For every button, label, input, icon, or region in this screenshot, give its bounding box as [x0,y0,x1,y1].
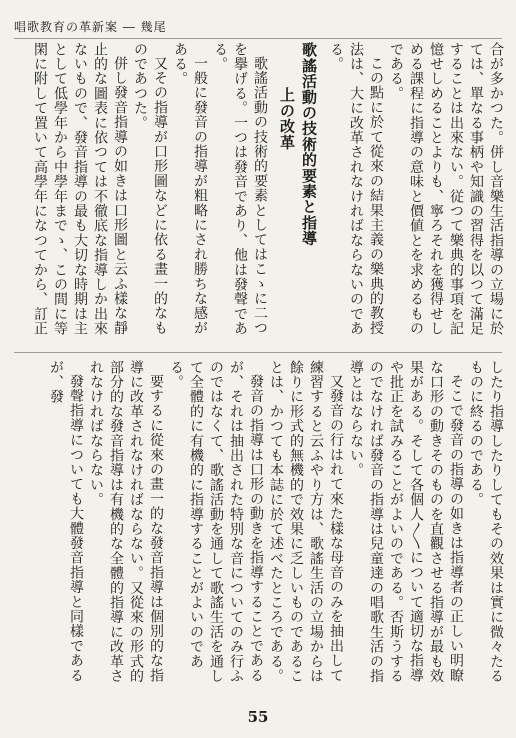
paragraph: 又その指導が口形圖などに依る畫一的なものであつた。 [132,42,168,336]
paragraph: 一般に發音の指導が粗略にされ勝ちな感がある。 [172,42,208,336]
paragraph: 併し發音指導の如きは口形圖と云ふ樣な靜止的な圖表に依つては不徹底な指導しか出來ないもので、發音指導の最も大切な時期は主として低學年から中學年までゝ、この間に等閑に附して置いて高學年になつてから、訂正 [32,42,128,336]
section-heading [276,42,320,346]
paragraph: したり指導したりしてもその效果は實に微々たるものに終るのである。 [468,360,504,684]
paragraph: この點に於て從來の結果主義の樂典的教授法は、大に改革されなければならないのである。 [328,42,384,336]
paragraph: 發聲指導についても大體發音指導と同樣であるが、發 [48,360,84,683]
header-rule [14,38,502,39]
paragraph: 要するに從來の畫一的な發音指導は個別的な指導に改革されなければならない。又從來の形式的部分的な發音指導は有機的な全體的指導に改革されなければならない。 [88,360,164,684]
page-number: 55 [247,708,269,726]
paragraph: 又發音の行はれて來た樣な母音のみを抽出して練習すると云ふやり方は、歌謠生活の立場からは餘りに形式的無機的で效果に乏しいものであることは、かつても本誌に於て述べたところである。 [268,360,344,684]
paragraph: 發音の指導は口形の動きを指導することであるが、それは抽出された特別な音についてのみ行ふのではなくて、歌謠活動を通して歌謠生活を通して全體的に有機的に指導することがよいのである。 [168,360,264,684]
upper-text-block [10,42,506,346]
running-head: 唱歌教育の革新案 ― 幾尾 [14,20,167,34]
section-heading-line1: 歌謠活動の技術的要素と指導 [300,42,318,247]
section-heading-line2: 上の改革 [278,87,296,150]
tier-divider [14,352,502,353]
paragraph: 歌謠活動の技術的要素としてはこゝに二つを擧げる。一つは發音であり、他は發聲である。 [212,42,268,336]
paragraph: そこで發音の指導の如きは指導者の正しい明瞭な口形の動きそのものを直觀させる指導が最も效果がある。そして各個人〳〵について適切な指導や批正を試みることがよいのである。否斯うするのでなければ發音の指導は兒童達の唱歌生活の指導とはならない。 [348,360,464,684]
lower-text-block [10,360,506,690]
paragraph: 合が多かつた。併し音樂生活指導の立場に於ては、單なる事柄や知識の習得を以つて滿足することは出來ない。従つて樂典的事項を記憶せしめることよりも、寧ろそれを獲得せしめる課程に指導の意味と價値とを求めるものである。 [388,42,504,336]
